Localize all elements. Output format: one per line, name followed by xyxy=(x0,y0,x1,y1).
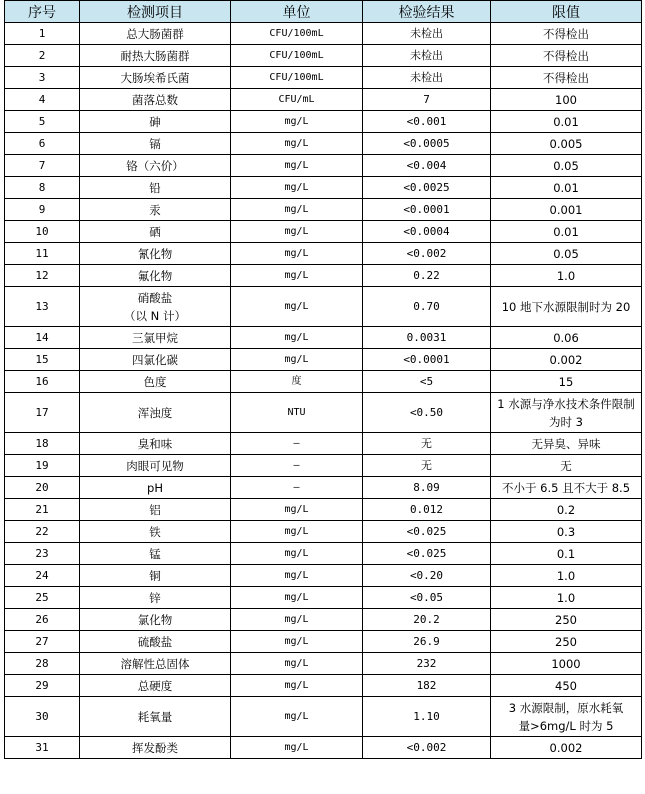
row-result: <0.50 xyxy=(363,393,491,433)
row-limit: 0.002 xyxy=(491,737,642,759)
row-number: 12 xyxy=(5,265,80,287)
row-unit: mg/L xyxy=(231,221,363,243)
row-item: 总硬度 xyxy=(80,675,231,697)
row-result: <0.0004 xyxy=(363,221,491,243)
row-item: pH xyxy=(80,477,231,499)
row-unit: mg/L xyxy=(231,133,363,155)
row-number: 3 xyxy=(5,67,80,89)
row-result: 7 xyxy=(363,89,491,111)
row-number: 2 xyxy=(5,45,80,67)
header-result: 检验结果 xyxy=(363,1,491,23)
row-result: 未检出 xyxy=(363,23,491,45)
table-row xyxy=(5,393,642,433)
row-limit: 0.002 xyxy=(491,349,642,371)
row-number: 28 xyxy=(5,653,80,675)
table-row xyxy=(5,477,642,499)
row-item: 溶解性总固体 xyxy=(80,653,231,675)
row-limit: 15 xyxy=(491,371,642,393)
row-number: 20 xyxy=(5,477,80,499)
row-number: 25 xyxy=(5,587,80,609)
row-unit: mg/L xyxy=(231,243,363,265)
row-result: 182 xyxy=(363,675,491,697)
row-unit: mg/L xyxy=(231,587,363,609)
row-result: 0.22 xyxy=(363,265,491,287)
row-item: 四氯化碳 xyxy=(80,349,231,371)
row-limit: 250 xyxy=(491,609,642,631)
row-result: <0.025 xyxy=(363,521,491,543)
table-row xyxy=(5,565,642,587)
table-row xyxy=(5,499,642,521)
row-result: <0.025 xyxy=(363,543,491,565)
table-row xyxy=(5,609,642,631)
row-item: 铁 xyxy=(80,521,231,543)
row-unit: mg/L xyxy=(231,631,363,653)
row-result: <0.0001 xyxy=(363,199,491,221)
row-limit: 0.01 xyxy=(491,221,642,243)
row-number: 22 xyxy=(5,521,80,543)
row-unit: mg/L xyxy=(231,521,363,543)
row-unit: mg/L xyxy=(231,697,363,737)
row-limit: 0.01 xyxy=(491,177,642,199)
table-row xyxy=(5,243,642,265)
row-limit: 0.06 xyxy=(491,327,642,349)
row-item: 浑浊度 xyxy=(80,393,231,433)
row-number: 31 xyxy=(5,737,80,759)
row-result: 8.09 xyxy=(363,477,491,499)
row-unit: mg/L xyxy=(231,653,363,675)
row-number: 30 xyxy=(5,697,80,737)
row-item: 氰化物 xyxy=(80,243,231,265)
row-unit: mg/L xyxy=(231,609,363,631)
row-result: <0.002 xyxy=(363,737,491,759)
row-result: 无 xyxy=(363,433,491,455)
row-unit: CFU/100mL xyxy=(231,45,363,67)
row-item: 耐热大肠菌群 xyxy=(80,45,231,67)
row-item: 三氯甲烷 xyxy=(80,327,231,349)
row-item: 挥发酚类 xyxy=(80,737,231,759)
row-unit: mg/L xyxy=(231,287,363,327)
row-result: 0.012 xyxy=(363,499,491,521)
row-item: 臭和味 xyxy=(80,433,231,455)
row-limit: 0.1 xyxy=(491,543,642,565)
row-unit: mg/L xyxy=(231,675,363,697)
header-row xyxy=(5,1,642,23)
row-unit: CFU/100mL xyxy=(231,23,363,45)
table-row xyxy=(5,265,642,287)
header-unit: 单位 xyxy=(231,1,363,23)
row-limit: 不得检出 xyxy=(491,67,642,89)
header-limit: 限值 xyxy=(491,1,642,23)
row-limit: 0.2 xyxy=(491,499,642,521)
row-result: 0.0031 xyxy=(363,327,491,349)
row-result: 未检出 xyxy=(363,67,491,89)
row-number: 6 xyxy=(5,133,80,155)
table-row xyxy=(5,543,642,565)
row-limit: 10 地下水源限制时为 20 xyxy=(491,287,642,327)
row-limit: 3 水源限制，原水耗氧 量>6mg/L 时为 5 xyxy=(491,697,642,737)
table-row xyxy=(5,111,642,133)
row-unit: mg/L xyxy=(231,111,363,133)
row-item: 铅 xyxy=(80,177,231,199)
table-row xyxy=(5,349,642,371)
row-number: 21 xyxy=(5,499,80,521)
row-limit: 100 xyxy=(491,89,642,111)
row-limit: 250 xyxy=(491,631,642,653)
row-number: 5 xyxy=(5,111,80,133)
row-unit: mg/L xyxy=(231,155,363,177)
row-item: 铜 xyxy=(80,565,231,587)
row-item: 铬（六价） xyxy=(80,155,231,177)
row-result: 232 xyxy=(363,653,491,675)
table-row xyxy=(5,23,642,45)
row-unit: mg/L xyxy=(231,265,363,287)
row-item: 铝 xyxy=(80,499,231,521)
table-row xyxy=(5,653,642,675)
row-unit: — xyxy=(231,455,363,477)
table-row xyxy=(5,587,642,609)
row-item: 色度 xyxy=(80,371,231,393)
table-body xyxy=(5,23,642,759)
table-row xyxy=(5,327,642,349)
row-unit: NTU xyxy=(231,393,363,433)
row-limit: 1.0 xyxy=(491,587,642,609)
row-result: 20.2 xyxy=(363,609,491,631)
row-number: 14 xyxy=(5,327,80,349)
row-result: <0.0005 xyxy=(363,133,491,155)
header-no: 序号 xyxy=(5,1,80,23)
row-limit: 不得检出 xyxy=(491,45,642,67)
table-row xyxy=(5,177,642,199)
row-number: 19 xyxy=(5,455,80,477)
row-unit: mg/L xyxy=(231,327,363,349)
row-limit: 0.05 xyxy=(491,155,642,177)
table-row xyxy=(5,67,642,89)
row-number: 15 xyxy=(5,349,80,371)
row-number: 18 xyxy=(5,433,80,455)
row-result: <0.0001 xyxy=(363,349,491,371)
row-number: 29 xyxy=(5,675,80,697)
row-limit: 450 xyxy=(491,675,642,697)
row-item: 砷 xyxy=(80,111,231,133)
row-item: 耗氧量 xyxy=(80,697,231,737)
row-number: 8 xyxy=(5,177,80,199)
row-number: 24 xyxy=(5,565,80,587)
row-result: 26.9 xyxy=(363,631,491,653)
row-limit: 0.3 xyxy=(491,521,642,543)
table-row xyxy=(5,697,642,737)
row-result: <0.0025 xyxy=(363,177,491,199)
row-item: 硫酸盐 xyxy=(80,631,231,653)
table-row xyxy=(5,455,642,477)
table-row xyxy=(5,433,642,455)
table-row xyxy=(5,89,642,111)
row-unit: mg/L xyxy=(231,199,363,221)
row-number: 17 xyxy=(5,393,80,433)
water-quality-table xyxy=(4,0,642,759)
row-result: <0.002 xyxy=(363,243,491,265)
row-item: 汞 xyxy=(80,199,231,221)
row-number: 4 xyxy=(5,89,80,111)
table-row xyxy=(5,45,642,67)
row-unit: mg/L xyxy=(231,499,363,521)
table-row xyxy=(5,199,642,221)
row-result: <0.001 xyxy=(363,111,491,133)
row-unit: mg/L xyxy=(231,349,363,371)
row-unit: mg/L xyxy=(231,543,363,565)
row-limit: 无异臭、异味 xyxy=(491,433,642,455)
table-row xyxy=(5,287,642,327)
row-limit: 不得检出 xyxy=(491,23,642,45)
row-number: 27 xyxy=(5,631,80,653)
row-limit: 0.005 xyxy=(491,133,642,155)
row-number: 7 xyxy=(5,155,80,177)
table-row xyxy=(5,155,642,177)
row-limit: 0.01 xyxy=(491,111,642,133)
row-limit: 1.0 xyxy=(491,565,642,587)
row-result: 0.70 xyxy=(363,287,491,327)
row-result: <0.004 xyxy=(363,155,491,177)
table-row xyxy=(5,631,642,653)
table-row xyxy=(5,675,642,697)
table-row xyxy=(5,521,642,543)
row-number: 26 xyxy=(5,609,80,631)
row-unit: CFU/100mL xyxy=(231,67,363,89)
row-unit: CFU/mL xyxy=(231,89,363,111)
row-number: 9 xyxy=(5,199,80,221)
row-item: 大肠埃希氏菌 xyxy=(80,67,231,89)
row-item: 镉 xyxy=(80,133,231,155)
row-item: 氟化物 xyxy=(80,265,231,287)
row-item: 菌落总数 xyxy=(80,89,231,111)
row-number: 11 xyxy=(5,243,80,265)
row-number: 10 xyxy=(5,221,80,243)
table-row xyxy=(5,737,642,759)
row-item: 锰 xyxy=(80,543,231,565)
row-number: 16 xyxy=(5,371,80,393)
row-item: 锌 xyxy=(80,587,231,609)
row-number: 13 xyxy=(5,287,80,327)
row-limit: 不小于 6.5 且不大于 8.5 xyxy=(491,477,642,499)
row-result: 1.10 xyxy=(363,697,491,737)
row-unit: — xyxy=(231,477,363,499)
row-number: 1 xyxy=(5,23,80,45)
row-limit: 1000 xyxy=(491,653,642,675)
row-item: 氯化物 xyxy=(80,609,231,631)
row-result: <5 xyxy=(363,371,491,393)
table-row xyxy=(5,133,642,155)
row-result: <0.05 xyxy=(363,587,491,609)
row-item: 硒 xyxy=(80,221,231,243)
row-limit: 1.0 xyxy=(491,265,642,287)
row-result: <0.20 xyxy=(363,565,491,587)
table-row xyxy=(5,221,642,243)
row-limit: 0.05 xyxy=(491,243,642,265)
row-unit: mg/L xyxy=(231,565,363,587)
row-item: 硝酸盐 （以 N 计） xyxy=(80,287,231,327)
table-row xyxy=(5,371,642,393)
row-item: 总大肠菌群 xyxy=(80,23,231,45)
row-unit: — xyxy=(231,433,363,455)
row-unit: mg/L xyxy=(231,737,363,759)
row-limit: 0.001 xyxy=(491,199,642,221)
row-result: 未检出 xyxy=(363,45,491,67)
row-unit: mg/L xyxy=(231,177,363,199)
row-number: 23 xyxy=(5,543,80,565)
row-limit: 1 水源与净水技术条件限制 为时 3 xyxy=(491,393,642,433)
row-item: 肉眼可见物 xyxy=(80,455,231,477)
header-item: 检测项目 xyxy=(80,1,231,23)
row-unit: 度 xyxy=(231,371,363,393)
row-limit: 无 xyxy=(491,455,642,477)
row-result: 无 xyxy=(363,455,491,477)
